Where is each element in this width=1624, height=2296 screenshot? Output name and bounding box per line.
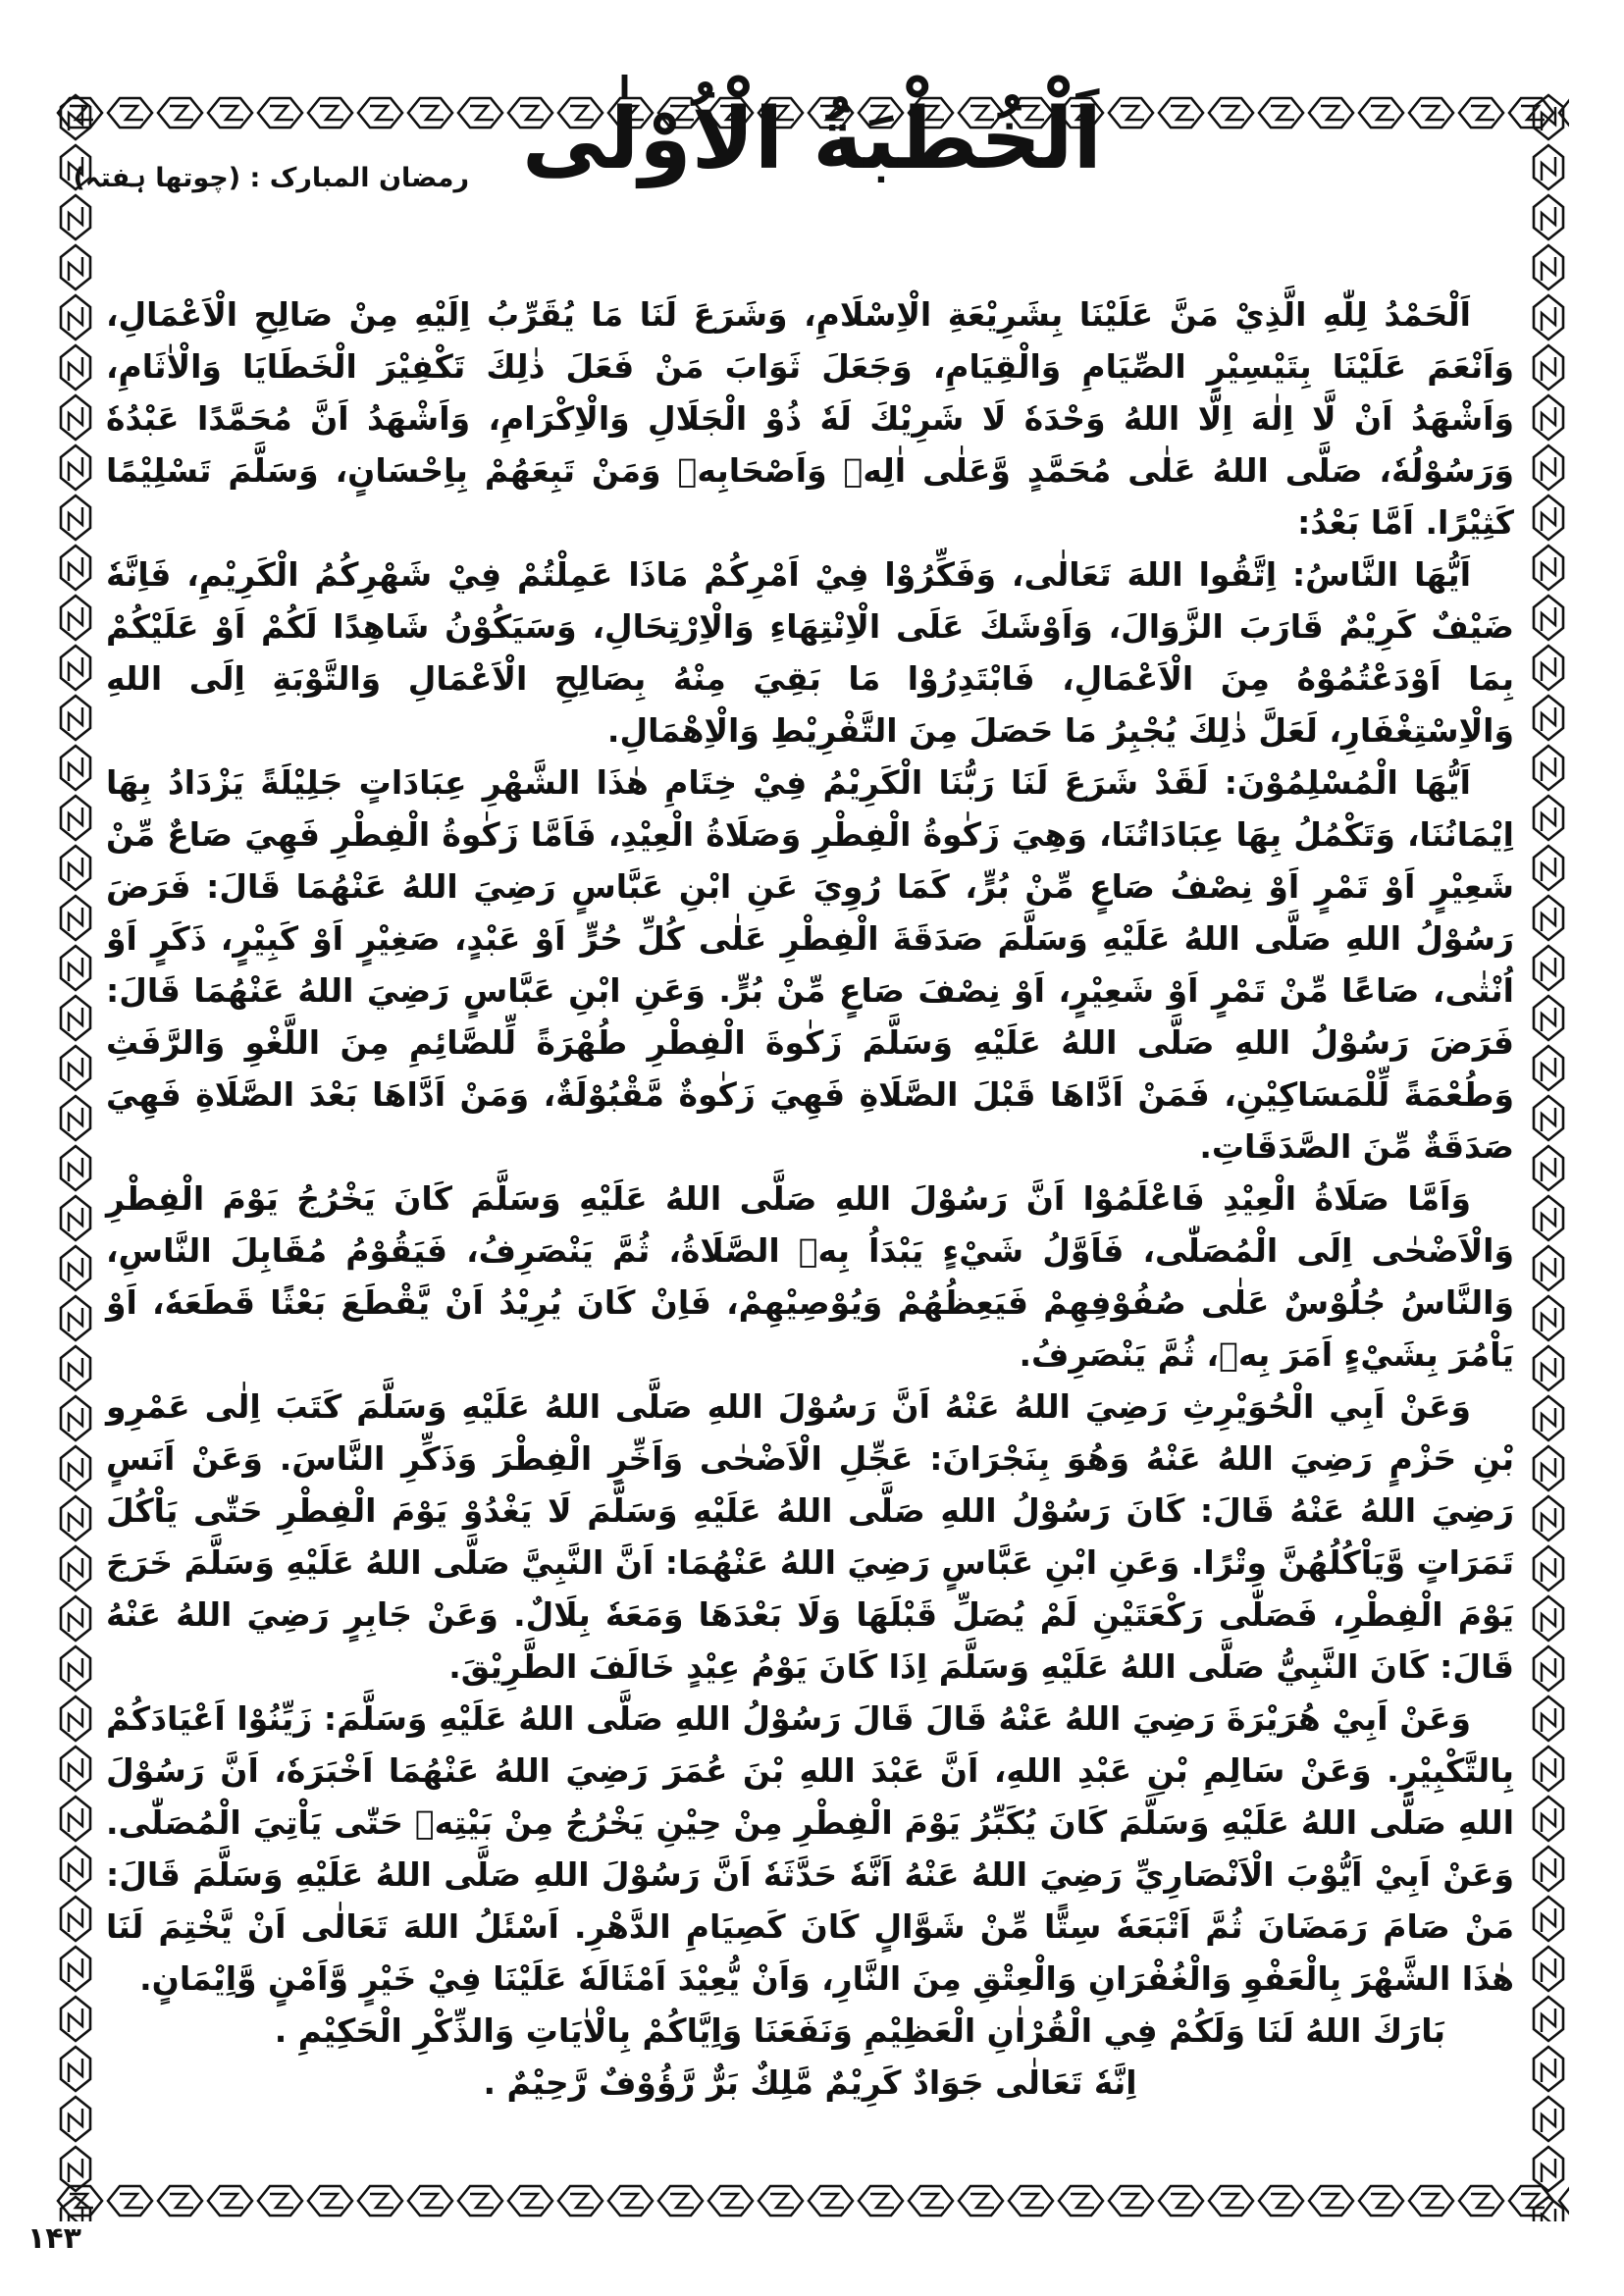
page-title: اَلْخُطْبَةُ الْاُوْلٰى xyxy=(522,90,1102,188)
paragraph-hamd: اَلْحَمْدُ لِلّٰهِ الَّذِيْ مَنَّ عَلَيْنَا بِشَرِيْعَةِ الْاِسْلَامِ، وَشَرَعَ لَنَا مَا يُقَرِّبُ اِلَيْهِ مِنْ صَالِحِ الْاَعْمَالِ، وَاَنْعَمَ عَلَيْنَا بِتَيْسِيْرِ الصِّيَامِ وَالْقِيَامِ، وَجَعَلَ ثَوَابَ مَنْ فَعَلَ ذٰلِكَ تَكْفِيْرَ الْخَطَايَا وَالْاٰثَامِ، وَاَشْهَدُ اَنْ لَّا اِلٰهَ اِلَّا اللهُ وَحْدَهٗ لَا شَرِيْكَ لَهٗ ذُوْ الْجَلَالِ وَالْاِكْرَامِ، وَاَشْهَدُ اَنَّ مُحَمَّدًا عَبْدُهٗ وَرَسُوْلُهٗ، صَلَّى اللهُ عَلٰى مُحَمَّدٍ وَّعَلٰى اٰلِهٖ وَاَصْحَابِهٖ وَمَنْ تَبِعَهُمْ بِاِحْسَانٍ، وَسَلَّمَ تَسْلِيْمًا كَثِيْرًا. اَمَّا بَعْدُ: xyxy=(106,295,1514,542)
page-number: ۱۴۳ xyxy=(27,2221,81,2256)
border-ornament-bottom xyxy=(55,2180,1569,2221)
header-note: رمضان المبارک : (چوتھا ہفتہ) xyxy=(73,163,469,193)
border-ornament-left xyxy=(55,92,96,2221)
border-ornament-right xyxy=(1528,92,1569,2221)
paragraph-barakallah: بَارَكَ اللهُ لَنَا وَلَكُمْ فِي الْقُرْاٰنِ الْعَظِيْمِ وَنَفَعَنَا وَاِيَّاكُمْ بِالْاٰيَاتِ وَالذِّكْرِ الْحَكِيْمِ . xyxy=(274,2011,1445,2050)
paragraph-takbir-dua: وَعَنْ اَبِيْ هُرَيْرَةَ رَضِيَ اللهُ عَنْهُ قَالَ قَالَ رَسُوْلُ اللهِ صَلَّى اللهُ عَلَيْهِ وَسَلَّمَ: زَيِّنُوْا اَعْيَادَكُمْ بِالتَّكْبِيْرِ. وَعَنْ سَالِمِ بْنِ عَبْدِ اللهِ، اَنَّ عَبْدَ اللهِ بْنَ عُمَرَ رَضِيَ اللهُ عَنْهُمَا اَخْبَرَهٗ، اَنَّ رَسُوْلَ اللهِ صَلَّى اللهُ عَلَيْهِ وَسَلَّمَ كَانَ يُكَبِّرُ يَوْمَ الْفِطْرِ مِنْ حِيْنِ يَخْرُجُ مِنْ بَيْتِهٖ حَتّٰى يَاْتِيَ الْمُصَلّٰى. وَعَنْ اَبِيْ اَيُّوْبَ الْاَنْصَارِيِّ رَضِيَ اللهُ عَنْهُ اَنَّهٗ حَدَّثَهٗ اَنَّ رَسُوْلَ اللهِ صَلَّى اللهُ عَلَيْهِ وَسَلَّمَ قَالَ: مَنْ صَامَ رَمَضَانَ ثُمَّ اَتْبَعَهٗ سِتًّا مِّنْ شَوَّالٍ كَانَ كَصِيَامِ الدَّهْرِ. اَسْئَلُ اللهَ تَعَالٰى اَنْ يَّخْتِمَ لَنَا هٰذَا الشَّهْرَ بِالْعَفْوِ وَالْغُفْرَانِ وَالْعِتْقِ مِنَ النَّارِ، وَاَنْ يُّعِيْدَ اَمْثَالَهٗ عَلَيْنَا فِيْ خَيْرٍ وَّاَمْنٍ وَّاِيْمَانٍ. xyxy=(106,1699,1514,1998)
paragraph-ayyuhannas: اَيُّهَا النَّاسُ: اِتَّقُوا اللهَ تَعَالٰى، وَفَكِّرُوْا فِيْ اَمْرِكُمْ مَاذَا عَمِلْتُمْ فِيْ شَهْرِكُمُ الْكَرِيْمِ، فَاِنَّهٗ ضَيْفٌ كَرِيْمٌ قَارَبَ الزَّوَالَ، وَاَوْشَكَ عَلَى الْاِنْتِهَاءِ وَالْاِرْتِحَالِ، وَسَيَكُوْنُ شَاهِدًا لَكُمْ اَوْ عَلَيْكُمْ بِمَا اَوْدَعْتُمُوْهُ مِنَ الْاَعْمَالِ، فَابْتَدِرُوْا مَا بَقِيَ مِنْهُ بِصَالِحِ الْاَعْمَالِ وَالتَّوْبَةِ اِلَى اللهِ وَالْاِسْتِغْفَارِ، لَعَلَّ ذٰلِكَ يُجْبِرُ مَا حَصَلَ مِنَ التَّفْرِيْطِ وَالْاِهْمَالِ. xyxy=(106,555,1514,750)
paragraph-ayyuhalmuslimun: اَيُّهَا الْمُسْلِمُوْنَ: لَقَدْ شَرَعَ لَنَا رَبُّنَا الْكَرِيْمُ فِيْ خِتَامِ هٰذَا الشَّهْرِ عِبَادَاتٍ جَلِيْلَةً يَزْدَادُ بِهَا اِيْمَانُنَا، وَتَكْمُلُ بِهَا عِبَادَاتُنَا، وَهِيَ زَكٰوةُ الْفِطْرِ وَصَلَاةُ الْعِيْدِ، فَاَمَّا زَكٰوةُ الْفِطْرِ فَهِيَ صَاعٌ مِّنْ شَعِيْرٍ اَوْ تَمْرٍ اَوْ نِصْفُ صَاعٍ مِّنْ بُرٍّ، كَمَا رُوِيَ عَنِ ابْنِ عَبَّاسٍ رَضِيَ اللهُ عَنْهُمَا قَالَ: فَرَضَ رَسُوْلُ اللهِ صَلَّى اللهُ عَلَيْهِ وَسَلَّمَ صَدَقَةَ الْفِطْرِ عَلٰى كُلِّ حُرٍّ اَوْ عَبْدٍ، صَغِيْرٍ اَوْ كَبِيْرٍ، ذَكَرٍ اَوْ اُنْثٰى، صَاعًا مِّنْ تَمْرٍ اَوْ شَعِيْرٍ، اَوْ نِصْفَ صَاعٍ مِّنْ بُرٍّ. وَعَنِ ابْنِ عَبَّاسٍ رَضِيَ اللهُ عَنْهُمَا قَالَ: فَرَضَ رَسُوْلُ اللهِ صَلَّى اللهُ عَلَيْهِ وَسَلَّمَ زَكٰوةَ الْفِطْرِ طُهْرَةً لِّلصَّائِمِ مِنَ اللَّغْوِ وَالرَّفَثِ وَطُعْمَةً لِّلْمَسَاكِيْنِ، فَمَنْ اَدَّاهَا قَبْلَ الصَّلَاةِ فَهِيَ زَكٰوةٌ مَّقْبُوْلَةٌ، وَمَنْ اَدَّاهَا بَعْدَ الصَّلَاةِ فَهِيَ صَدَقَةٌ مِّنَ الصَّدَقَاتِ. xyxy=(106,763,1514,1166)
sermon-text xyxy=(106,288,1514,2109)
paragraph-ahadith-eid: وَعَنْ اَبِي الْحُوَيْرِثِ رَضِيَ اللهُ عَنْهُ اَنَّ رَسُوْلَ اللهِ صَلَّى اللهُ عَلَيْهِ وَسَلَّمَ كَتَبَ اِلٰى عَمْرِو بْنِ حَزْمٍ رَضِيَ اللهُ عَنْهُ وَهُوَ بِنَجْرَانَ: عَجِّلِ الْاَضْحٰى وَاَخِّرِ الْفِطْرَ وَذَكِّرِ النَّاسَ. وَعَنْ اَنَسٍ رَضِيَ اللهُ عَنْهُ قَالَ: كَانَ رَسُوْلُ اللهِ صَلَّى اللهُ عَلَيْهِ وَسَلَّمَ لَا يَغْدُوْ يَوْمَ الْفِطْرِ حَتّٰى يَاْكُلَ تَمَرَاتٍ وَّيَاْكُلُهُنَّ وِتْرًا. وَعَنِ ابْنِ عَبَّاسٍ رَضِيَ اللهُ عَنْهُمَا: اَنَّ النَّبِيَّ صَلَّى اللهُ عَلَيْهِ وَسَلَّمَ خَرَجَ يَوْمَ الْفِطْرِ، فَصَلّٰى رَكْعَتَيْنِ لَمْ يُصَلِّ قَبْلَهَا وَلَا بَعْدَهَا وَمَعَهٗ بِلَالٌ. وَعَنْ جَابِرٍ رَضِيَ اللهُ عَنْهُ قَالَ: كَانَ النَّبِيُّ صَلَّى اللهُ عَلَيْهِ وَسَلَّمَ اِذَا كَانَ يَوْمُ عِيْدٍ خَالَفَ الطَّرِيْقَ. xyxy=(106,1387,1514,1686)
paragraph-final-line: اِنَّهٗ تَعَالٰى جَوَادٌ كَرِيْمٌ مَّلِكٌ بَرٌّ رَّؤُوْفٌ رَّحِيْمٌ . xyxy=(483,2063,1137,2102)
paragraph-salat-eid: وَاَمَّا صَلَاةُ الْعِيْدِ فَاعْلَمُوْا اَنَّ رَسُوْلَ اللهِ صَلَّى اللهُ عَلَيْهِ وَسَلَّمَ كَانَ يَخْرُجُ يَوْمَ الْفِطْرِ وَالْاَضْحٰى اِلَى الْمُصَلّٰى، فَاَوَّلُ شَيْءٍ يَبْدَاُ بِهٖ الصَّلَاةُ، ثُمَّ يَنْصَرِفُ، فَيَقُوْمُ مُقَابِلَ النَّاسِ، وَالنَّاسُ جُلُوْسٌ عَلٰى صُفُوْفِهِمْ فَيَعِظُهُمْ وَيُوْصِيْهِمْ، فَاِنْ كَانَ يُرِيْدُ اَنْ يَّقْطَعَ بَعْثًا قَطَعَهٗ، اَوْ يَاْمُرَ بِشَيْءٍ اَمَرَ بِهٖ، ثُمَّ يَنْصَرِفُ. xyxy=(106,1179,1514,1374)
